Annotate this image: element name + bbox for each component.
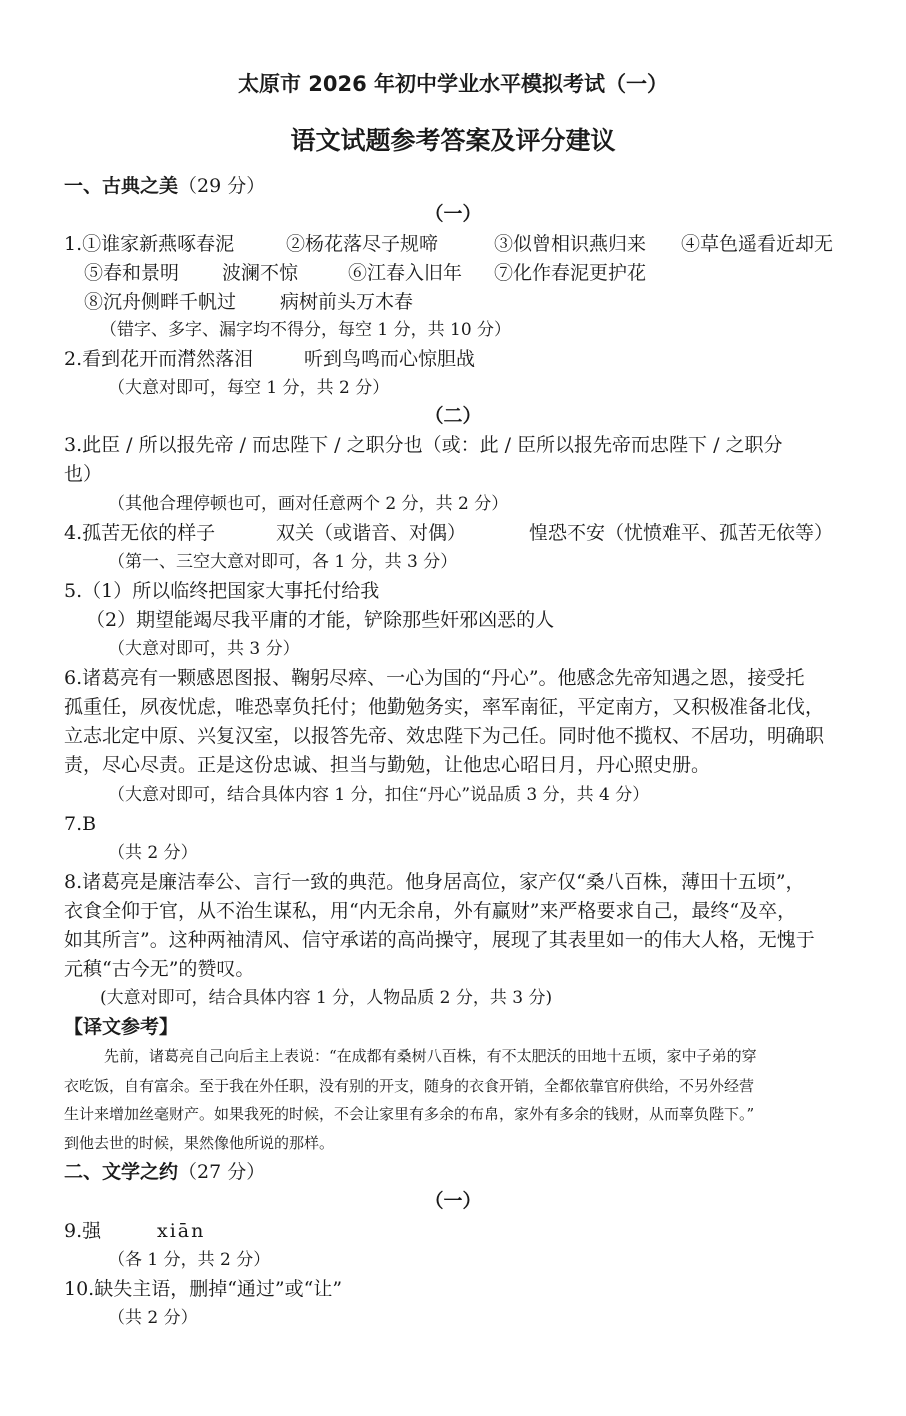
section-heading: [64, 1160, 265, 1184]
section-title: 二、文学之约: [64, 1161, 179, 1183]
answer-line: 立志北定中原、兴复汉室，以报答先帝、效忠陛下为己任。同时他不揽权、不居功，明确职: [64, 725, 825, 747]
answer-line: ②杨花落尽子规啼: [286, 233, 439, 255]
pinyin-answer: xiān: [157, 1220, 206, 1242]
exam-title: 太原市 2026 年初中学业水平模拟考试（一）: [237, 72, 669, 96]
scoring-note: （共 2 分）: [108, 1308, 198, 1328]
translation-line: 衣吃饭，自有富余。至于我在外任职，没有别的开支，随身的衣食开销，全都依靠官府供给，不另外经营: [64, 1077, 755, 1095]
scoring-note: （大意对即可，共 3 分）: [108, 639, 300, 659]
scoring-note: （共 2 分）: [108, 843, 198, 863]
section-title: 一、古典之美: [64, 175, 179, 197]
document-title: 语文试题参考答案及评分建议: [290, 126, 616, 155]
scoring-note: (大意对即可，结合具体内容 1 分，人物品质 2 分，共 3 分): [100, 988, 553, 1008]
translation-heading: 【译文参考】: [64, 1016, 179, 1038]
answer-line: 病树前头万木春: [280, 291, 414, 313]
answer-line: 双关（或谐音、对偶）: [276, 522, 467, 544]
answer-line: 9.强: [64, 1220, 102, 1242]
translation-line: 到他去世的时候，果然像他所说的那样。: [64, 1134, 335, 1152]
answer-line: 2.看到花开而潸然落泪: [64, 348, 254, 370]
scoring-note: （大意对即可，每空 1 分，共 2 分）: [108, 378, 390, 398]
translation-line: 先前，诸葛亮自己向后主上表说：“在成都有桑树八百株，有不太肥沃的田地十五顷，家中子弟的穿: [104, 1047, 757, 1065]
translation-line: 生计来增加丝毫财产。如果我死的时候，不会让家里有多余的布帛，家外有多余的钱财，从而辜负陛下。”: [64, 1105, 755, 1123]
answer-line: 衣食全仰于官，从不治生谋私，用“内无余帛，外有赢财”来严格要求自己，最终“及卒，: [64, 900, 797, 922]
section-points: （29 分）: [178, 175, 266, 197]
answer-line: 元稹“古今无”的赞叹。: [64, 958, 255, 980]
answer-line: ⑦化作春泥更护花: [494, 262, 647, 284]
answer-line: 7.B: [64, 813, 97, 835]
scoring-note: （其他合理停顿也可，画对任意两个 2 分，共 2 分）: [108, 494, 509, 514]
scoring-note: （各 1 分，共 2 分）: [108, 1250, 271, 1270]
answer-line: ⑥江春入旧年: [348, 262, 463, 284]
answer-line: 3.此臣 / 所以报先帝 / 而忠陛下 / 之职分也（或：此 / 臣所以报先帝而忠陛下 / 之职分: [64, 434, 783, 456]
answer-line: 4.孤苦无依的样子: [64, 522, 216, 544]
scoring-note: （错字、多字、漏字均不得分，每空 1 分，共 10 分）: [100, 320, 512, 340]
answer-line: 5.（1）所以临终把国家大事托付给我: [64, 580, 380, 602]
answer-line: 波澜不惊: [222, 262, 299, 284]
scoring-note: （第一、三空大意对即可，各 1 分，共 3 分）: [108, 552, 458, 572]
answer-line: （2）期望能竭尽我平庸的才能，铲除那些奸邪凶恶的人: [86, 609, 555, 631]
answer-line: 也）: [64, 463, 103, 485]
part-heading: （一）: [424, 203, 482, 225]
part-heading: （一）: [424, 1190, 482, 1212]
answer-line: 听到鸟鸣而心惊胆战: [304, 348, 476, 370]
answer-line: ⑧沉舟侧畔千帆过: [84, 291, 237, 313]
answer-line: 如其所言”。这种两袖清风、信守承诺的高尚操守，展现了其表里如一的伟大人格，无愧于: [64, 929, 815, 951]
answer-line: 1.①谁家新燕啄春泥: [64, 233, 235, 255]
answer-line: ④草色遥看近却无: [681, 233, 834, 255]
answer-line: ③似曾相识燕归来: [494, 233, 647, 255]
section-points: （27 分）: [178, 1161, 266, 1183]
scoring-note: （大意对即可，结合具体内容 1 分，扣住“丹心”说品质 3 分，共 4 分）: [108, 785, 650, 805]
answer-line: 孤重任，夙夜忧虑，唯恐辜负托付；他勤勉务实，率军南征，平定南方，又积极准备北伐，: [64, 696, 825, 718]
answer-line: 惶恐不安（忧愤难平、孤苦无依等）: [529, 522, 834, 544]
answer-line: 6.诸葛亮有一颗感恩图报、鞠躬尽瘁、一心为国的“丹心”。他感念先帝知遇之恩，接受托: [64, 667, 805, 689]
answer-line: ⑤春和景明: [84, 262, 180, 284]
part-heading: （二）: [424, 405, 482, 427]
answer-line: 责，尽心尽责。正是这份忠诚、担当与勤勉，让他忠心昭日月，丹心照史册。: [64, 754, 711, 776]
answer-line: 8.诸葛亮是廉洁奉公、言行一致的典范。他身居高位，家产仅“桑八百株，薄田十五顷”，: [64, 871, 805, 893]
section-heading: [64, 174, 265, 198]
answer-line: 10.缺失主语，删掉“通过”或“让”: [64, 1278, 343, 1300]
